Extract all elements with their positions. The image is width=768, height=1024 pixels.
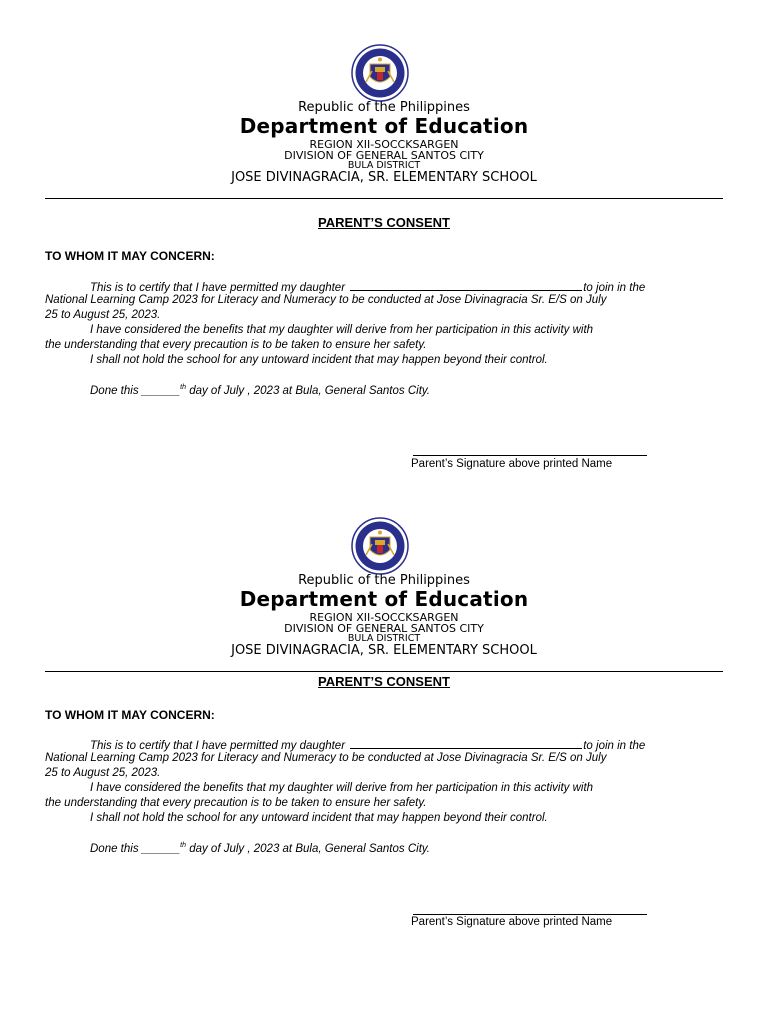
body-line-4: I have considered the benefits that my daughter will derive from her participation in this activity with (90, 782, 594, 794)
daughter-name-blank[interactable] (350, 279, 582, 291)
body-line-1-end: to join in the (583, 740, 646, 752)
done-line-end: day of July , 2023 at Bula, General Santos City. (186, 842, 430, 855)
department-title: Department of Education (239, 587, 529, 611)
salutation: TO WHOM IT MAY CONCERN: (45, 708, 215, 722)
division-line: DIVISION OF GENERAL SANTOS CITY (284, 149, 484, 162)
body-line-4: I have considered the benefits that my daughter will derive from her participation in this activity with (90, 324, 594, 336)
body-line-6: I shall not hold the school for any untoward incident that may happen beyond their control. (90, 812, 548, 824)
consent-form-1 (0, 44, 768, 514)
body-line-6: I shall not hold the school for any untoward incident that may happen beyond their control. (90, 354, 548, 366)
division-line: DIVISION OF GENERAL SANTOS CITY (284, 622, 484, 635)
body-line-1-start: This is to certify that I have permitted my daughter (90, 740, 349, 752)
done-line (90, 842, 430, 855)
done-line-end: day of July , 2023 at Bula, General Santos City. (186, 384, 430, 397)
done-line-start: Done this ______ (90, 384, 181, 397)
body-line-2: National Learning Camp 2023 for Literacy and Numeracy to be conducted at Jose Divinagracia Sr. E/S on July (45, 294, 607, 306)
body-line-1 (90, 279, 645, 294)
deped-seal-icon (340, 44, 420, 102)
done-line (90, 384, 430, 397)
district-line: BULA DISTRICT (347, 160, 421, 171)
consent-form-2 (0, 517, 768, 987)
done-line-start: Done this ______ (90, 842, 181, 855)
done-day-suffix: th (180, 384, 186, 391)
daughter-name-blank[interactable] (350, 737, 582, 749)
deped-seal-icon (340, 517, 420, 575)
district-line: BULA DISTRICT (347, 633, 421, 644)
body-line-5: the understanding that every precaution is to be taken to ensure her safety. (45, 797, 427, 809)
body-line-5: the understanding that every precaution is to be taken to ensure her safety. (45, 339, 427, 351)
salutation: TO WHOM IT MAY CONCERN: (45, 249, 215, 263)
body-line-2: National Learning Camp 2023 for Literacy and Numeracy to be conducted at Jose Divinagracia Sr. E/S on July (45, 752, 607, 764)
consent-title: PARENT’S CONSENT (318, 674, 450, 689)
school-name: JOSE DIVINAGRACIA, SR. ELEMENTARY SCHOOL (231, 643, 537, 658)
signature-line[interactable] (413, 914, 647, 915)
republic-line: Republic of the Philippines (298, 100, 470, 115)
republic-line: Republic of the Philippines (298, 573, 470, 588)
region-line: REGION XII-SOCCKSARGEN (309, 611, 459, 624)
header-divider (45, 198, 723, 199)
body-line-1-end: to join in the (583, 282, 646, 294)
done-day-suffix: th (180, 842, 186, 849)
department-title: Department of Education (239, 114, 529, 138)
body-line-3: 25 to August 25, 2023. (45, 767, 161, 779)
region-line: REGION XII-SOCCKSARGEN (309, 138, 459, 151)
signature-caption: Parent’s Signature above printed Name (411, 458, 613, 470)
consent-title: PARENT’S CONSENT (318, 215, 450, 230)
school-name: JOSE DIVINAGRACIA, SR. ELEMENTARY SCHOOL (231, 170, 537, 185)
signature-line[interactable] (413, 455, 647, 456)
body-line-3: 25 to August 25, 2023. (45, 309, 161, 321)
body-line-1-start: This is to certify that I have permitted my daughter (90, 282, 349, 294)
header-divider (45, 671, 723, 672)
body-line-1 (90, 737, 645, 752)
signature-caption: Parent’s Signature above printed Name (411, 916, 613, 928)
